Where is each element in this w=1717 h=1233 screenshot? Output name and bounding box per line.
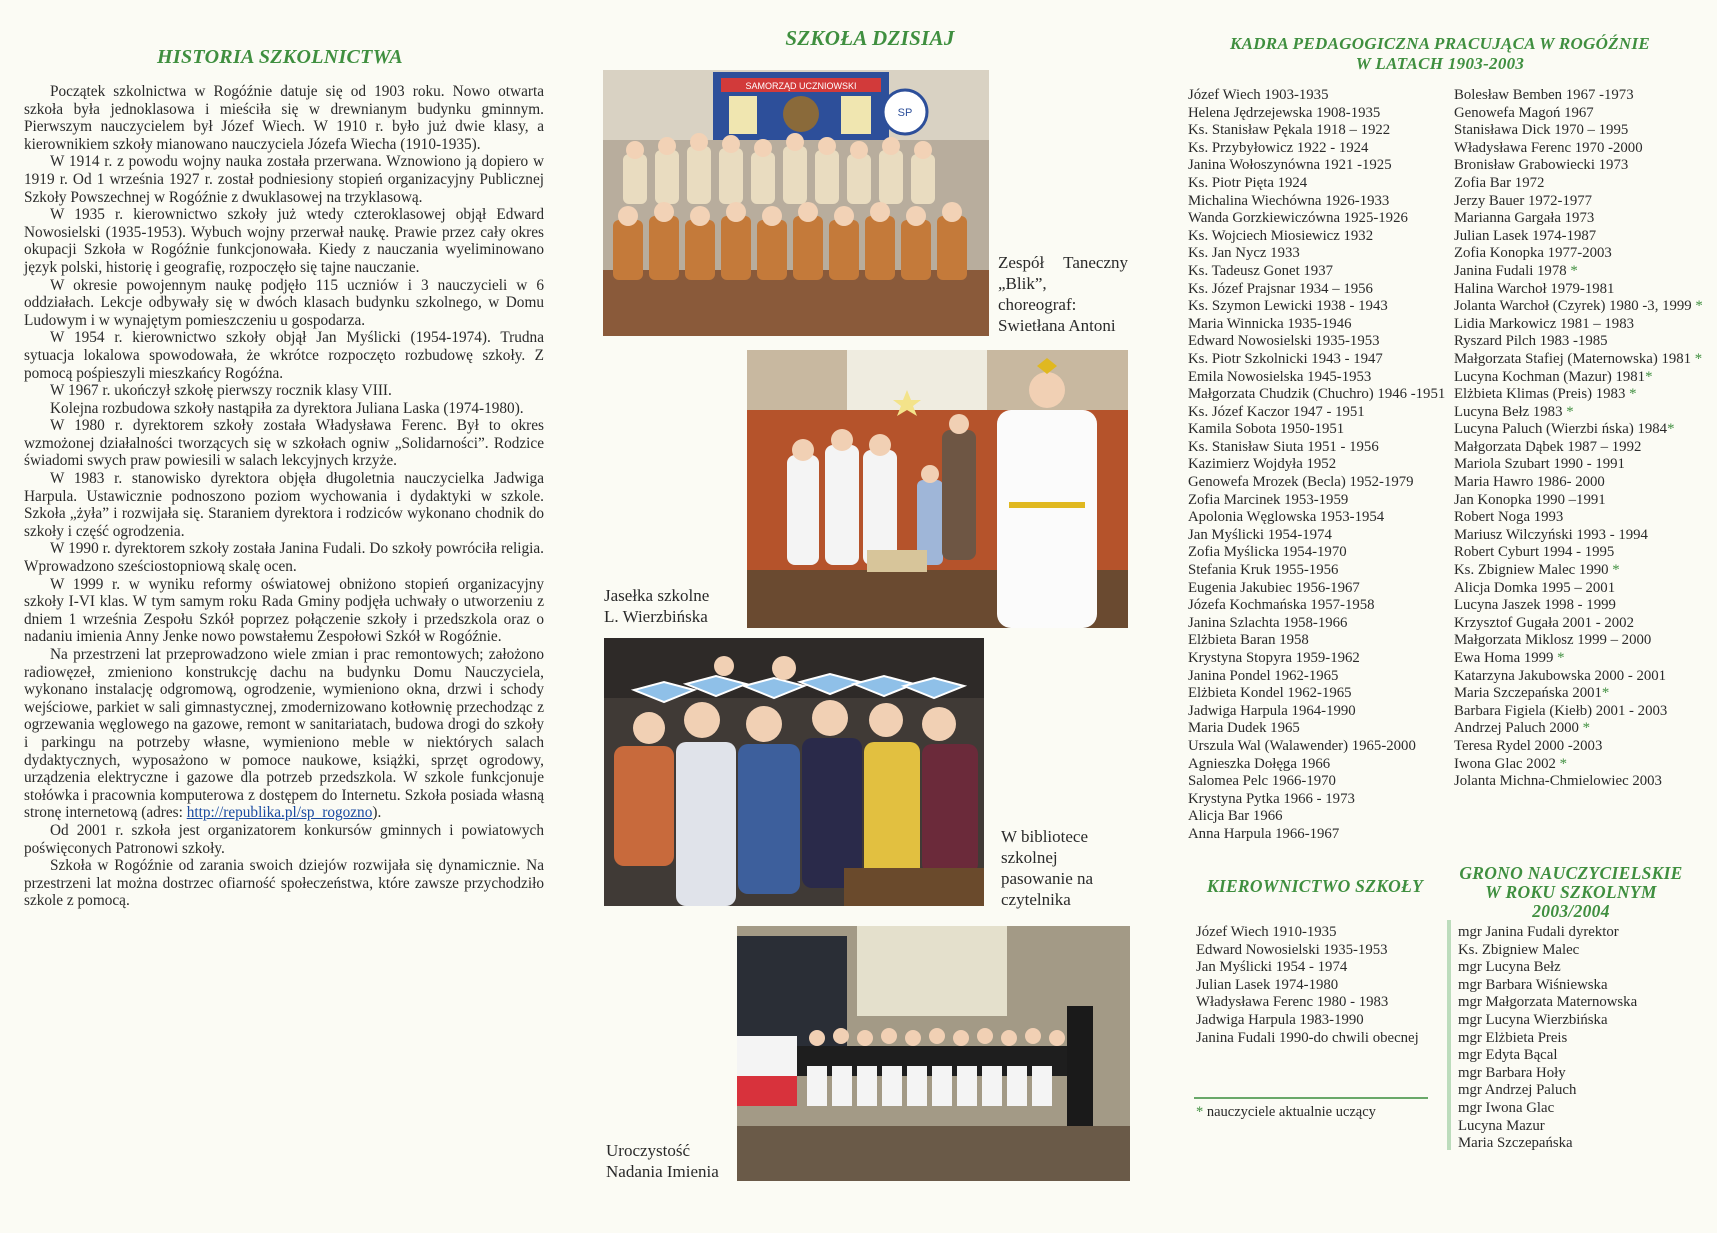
staff-entry: Bolesław Bemben 1967 -1973	[1454, 87, 1634, 103]
staff-entry: Kazimierz Wojdyła 1952	[1188, 456, 1337, 473]
staff-entry: Małgorzata Stafiej (Maternowska) 1981 *	[1454, 350, 1703, 367]
caption-line: W bibliotece	[1001, 827, 1089, 846]
staff-entry: Genowefa Magoń 1967	[1454, 104, 1594, 121]
staff-entry: Lucyna Jaszek 1998 - 1999	[1454, 597, 1616, 614]
history-paragraph: Kolejna rozbudowa szkoły nastąpiła za dyrektora Juliana Laska (1974-1980).	[50, 399, 524, 417]
caption-nativity	[604, 585, 744, 627]
staff-entry: Edward Nowosielski 1935-1953	[1188, 333, 1380, 350]
faculty-title-line: GRONO NAUCZYCIELSKIE	[1459, 863, 1683, 883]
history-paragraph: Początek szkolnictwa w Rogóźnie datuje się od 1903 roku. Nowo otwarta szkoła była jednoklasowa i mieściła się w drewnianym budynku gminnym. Pierwszym nauczycielem był Józef Wiech. W 1910 r. było już dwie klasy, a kierownikiem szkoły mianowano nauczyciela Józefa Wiecha (1910-1935).	[24, 83, 544, 153]
staff-entry: Apolonia Węglowska 1953-1954	[1188, 509, 1385, 526]
caption-line: Nadania Imienia	[606, 1162, 719, 1181]
staff-entry: Janina Pondel 1962-1965	[1188, 667, 1339, 684]
caption-dance-group	[998, 252, 1128, 336]
history-paragraph: Od 2001 r. szkoła jest organizatorem konkursów gminnych i powiatowych poświęconych Patronowi szkoły.	[24, 821, 544, 857]
staff-entry: Ks. Zbigniew Malec 1990 *	[1454, 562, 1620, 579]
faculty-title-line: 2003/2004	[1532, 901, 1610, 921]
history-paragraph: W 1914 r. z powodu wojny nauka została przerwana. Wznowiono ją dopiero w 1919 r. Od 1 września 1927 r. został podniesiony stopień organizacyjny Publicznej Szkoły Powszechnej w Rogóźnie z dwuklasowej na trzyklasową.	[24, 153, 544, 206]
staff-entry: Maria Szczepańska 2001*	[1454, 685, 1610, 702]
staff-entry: Helena Jędrzejewska 1908-1935	[1188, 104, 1381, 121]
today-title: SZKOŁA DZISIAJ	[785, 26, 955, 50]
faculty-entry: mgr Barbara Wiśniewska	[1458, 976, 1608, 993]
leadership-entry: Julian Lasek 1974-1980	[1196, 976, 1339, 993]
history-paragraph: W 1983 r. stanowisko dyrektora objęła długoletnia nauczycielka Jadwiga Harpula. Ustawicznie podnoszono poziom wychowania i dydaktyki w szkole. Szkoła „żyła” i rozwijała się. Staraniem dyrektora i rodziców wykonano chodnik do szkoły i część ogrodzenia.	[24, 470, 544, 540]
staff-entry: Elżbieta Kondel 1962-1965	[1188, 685, 1352, 702]
leadership-entry: Jadwiga Harpula 1983-1990	[1196, 1011, 1364, 1028]
staff-entry: Janina Fudali 1978 *	[1454, 262, 1578, 279]
history-paragraph: W 1954 r. kierownictwo szkoły objął Jan Myślicki (1954-1974). Trudna sytuacja lokalowa spowodowała, że wkrótce rozpoczęto rozbudowę szkoły. Z pomocą pośpieszyli mieszkańcy Rogóźna.	[24, 329, 544, 382]
leadership-list	[1196, 924, 1436, 1047]
staff-entry: Ks. Jan Nycz 1933	[1188, 245, 1300, 262]
staff-entry: Ks. Józef Prajsnar 1934 – 1956	[1188, 280, 1373, 297]
history-text	[24, 83, 544, 910]
caption-line: Swietłana Antoni	[998, 316, 1116, 335]
staff-entry: Lucyna Paluch (Wierzbi ńska) 1984*	[1454, 421, 1675, 438]
leadership-entry: Edward Nowosielski 1935-1953	[1196, 941, 1388, 958]
staff-entry: Stanisława Dick 1970 – 1995	[1454, 122, 1629, 139]
history-paragraph: Szkoła w Rogóźnie od zarania swoich dziejów rozwijała się dynamicznie. Na przestrzeni lat można dostrzec ofiarność społeczeństwa, które zawsze przychodziło szkole z pomocą.	[24, 857, 544, 910]
url-suffix: ).	[372, 804, 382, 822]
caption-line: czytelnika	[1001, 890, 1071, 909]
staff-entry: Jadwiga Harpula 1964-1990	[1188, 702, 1356, 719]
staff-entry: Jan Myślicki 1954-1974	[1188, 526, 1332, 543]
staff-entry: Zofia Marcinek 1953-1959	[1188, 491, 1349, 508]
staff-entry: Maria Hawro 1986- 2000	[1454, 474, 1605, 491]
faculty-entry: Maria Szczepańska	[1458, 1135, 1573, 1152]
staff-entry: Ks. Przybyłowicz 1922 - 1924	[1188, 139, 1369, 156]
staff-entry: Jerzy Bauer 1972-1977	[1454, 192, 1593, 209]
caption-line: Jasełka szkolne	[604, 586, 710, 605]
staff-entry: Genowefa Mrozek (Becla) 1952-1979	[1188, 474, 1414, 491]
faculty-entry: mgr Andrzej Paluch	[1458, 1082, 1577, 1099]
staff-entry: Eugenia Jakubiec 1956-1967	[1188, 579, 1360, 596]
staff-entry: Lidia Markowicz 1981 – 1983	[1454, 315, 1634, 332]
history-paragraph: W 1990 r. dyrektorem szkoły została Janina Fudali. Do szkoły powróciła religia. Wprowadzono sześciostopniową skalę ocen.	[24, 540, 544, 576]
leadership-entry: Jan Myślicki 1954 - 1974	[1196, 959, 1348, 976]
staff-title-line: W LATACH 1903-2003	[1355, 54, 1525, 73]
staff-entry: Robert Noga 1993	[1454, 509, 1564, 526]
faculty-title	[1446, 864, 1696, 921]
staff-entry: Ks. Tadeusz Gonet 1937	[1188, 262, 1333, 279]
staff-entry: Jan Konopka 1990 –1991	[1454, 491, 1606, 508]
leadership-entry: Janina Fudali 1990-do chwili obecnej	[1196, 1029, 1419, 1046]
staff-entry: Zofia Bar 1972	[1454, 174, 1545, 191]
staff-entry: Stefania Kruk 1955-1956	[1188, 562, 1339, 579]
naming-ceremony-image	[737, 926, 1130, 1181]
photo-sign-text: SAMORZĄD UCZNIOWSKI	[745, 81, 857, 91]
staff-entry: Ks. Stanisław Siuta 1951 - 1956	[1188, 438, 1379, 455]
staff-entry: Małgorzata Miklosz 1999 – 2000	[1454, 632, 1652, 649]
staff-entry: Ewa Homa 1999 *	[1454, 650, 1565, 666]
staff-entry: Lucyna Kochman (Mazur) 1981*	[1454, 368, 1653, 385]
history-paragraph: W okresie powojennym naukę podjęło 115 uczniów i 3 nauczycieli w 6 oddziałach. Lekcje odbywały się w dwóch klasach budynku szkolnego, w Domu Ludowym i w wynajętym pomieszczeniu u gospodarza.	[24, 276, 544, 329]
staff-entry: Ks. Piotr Pięta 1924	[1188, 174, 1308, 191]
faculty-entry: mgr Lucyna Wierzbińska	[1458, 1011, 1608, 1028]
staff-entry: Teresa Rydel 2000 -2003	[1454, 737, 1603, 754]
staff-entry: Iwona Glac 2002 *	[1454, 755, 1568, 772]
history-paragraph-website	[24, 646, 544, 822]
staff-entry: Ks. Szymon Lewicki 1938 - 1943	[1188, 298, 1388, 315]
staff-entry: Katarzyna Jakubowska 2000 - 2001	[1454, 667, 1667, 684]
divider	[1447, 920, 1451, 1150]
school-website-link[interactable]: http://republika.pl/sp_rogozno	[186, 804, 373, 822]
staff-entry: Salomea Pelc 1966-1970	[1188, 773, 1336, 790]
staff-entry: Alicja Domka 1995 – 2001	[1454, 579, 1616, 596]
staff-entry: Mariusz Wilczyński 1993 - 1994	[1454, 526, 1648, 543]
history-paragraph-text: Na przestrzeni lat przeprowadzono wiele zmian i prac remontowych; założono radiowęzeł, zmieniono konstrukcję dachu na budynku Domu Nauczyciela, wykonano instalację odgromową, ogrodzenie, wymieniono okna, drzwi i schody wejściowe, parkiet w sali gimnastycznej, zmodernizowano kotłownię przechodząc z ogrzewania węglowego na gazowe, remont w sanitariatach, budowa drogi do szkoły i parkingu na potrzeby własne, wymieniono meble w niektórych salach dydaktycznych, wyposażono w pomoce naukowe, książki, sprzęt ogrodowy, urządzenia elektryczne i gazowe dla potrzeb przedszkola. W szkole funkcjonuje stołówka i pracownia komputerowa z dostępem do Internetu. Szkoła posiada własną stronę internetową (adres:	[24, 646, 544, 822]
caption-line: „Blik”,	[998, 274, 1047, 293]
staff-entry: Anna Harpula 1966-1967	[1188, 825, 1340, 842]
faculty-entry: mgr Barbara Hoły	[1458, 1064, 1566, 1081]
staff-entry: Elżbieta Klimas (Preis) 1983 *	[1454, 386, 1637, 403]
staff-entry: Janina Wołoszynówna 1921 -1925	[1188, 157, 1392, 174]
staff-entry: Emila Nowosielska 1945-1953	[1188, 368, 1372, 385]
staff-entry: Elżbieta Baran 1958	[1188, 632, 1309, 649]
staff-entry: Ks. Piotr Szkolnicki 1943 - 1947	[1188, 350, 1383, 367]
staff-entry: Alicja Bar 1966	[1188, 808, 1283, 825]
faculty-entry: Lucyna Mazur	[1458, 1117, 1545, 1134]
faculty-entry: mgr Iwona Glac	[1458, 1099, 1555, 1116]
caption-line: L. Wierzbińska	[604, 607, 708, 626]
divider	[1194, 1097, 1428, 1099]
staff-entry: Maria Winnicka 1935-1946	[1188, 315, 1352, 332]
current-teacher-marker: *	[1570, 262, 1578, 279]
current-teacher-marker: *	[1612, 562, 1620, 579]
current-teacher-marker: *	[1582, 720, 1591, 737]
staff-entry: Janina Szlachta 1958-1966	[1188, 614, 1348, 631]
current-teacher-marker: *	[1557, 650, 1565, 666]
staff-entry: Maria Dudek 1965	[1188, 720, 1300, 737]
staff-entry: Józefa Kochmańska 1957-1958	[1188, 597, 1375, 614]
staff-entry: Michalina Wiechówna 1926-1933	[1188, 192, 1390, 209]
staff-entry: Zofia Konopka 1977-2003	[1454, 245, 1612, 262]
staff-entry: Małgorzata Dąbek 1987 – 1992	[1454, 438, 1642, 455]
staff-entry: Lucyna Bełz 1983 *	[1454, 403, 1574, 420]
history-title: HISTORIA SZKOLNICTWA	[157, 46, 403, 68]
staff-entry: Halina Warchoł 1979-1981	[1454, 280, 1615, 297]
staff-entry: Józef Wiech 1903-1935	[1188, 87, 1329, 103]
current-teacher-marker: *	[1667, 421, 1675, 438]
current-teacher-marker: *	[1601, 685, 1610, 702]
leadership-entry: Józef Wiech 1910-1935	[1196, 924, 1337, 940]
staff-entry: Ryszard Pilch 1983 -1985	[1454, 333, 1608, 350]
current-teacher-marker: *	[1629, 386, 1637, 403]
staff-entry: Kamila Sobota 1950-1951	[1188, 421, 1345, 438]
photo-naming-ceremony	[737, 926, 1130, 1181]
faculty-entry: mgr Edyta Bącal	[1458, 1047, 1558, 1064]
history-paragraph: W 1935 r. kierownictwo szkoły już wtedy czteroklasowej objął Edward Nowosielski (1935-1953). Wybuch wojny przerwał naukę. Prawie przez cały okres okupacji Szkoła w Rogóźnie funkcjonowała. Kiedy z nauczania wyeliminowano język polski, historię i geografię, rozpoczęło się tajne nauczanie.	[24, 206, 544, 276]
staff-entry: Jolanta Michna-Chmielowiec 2003	[1454, 773, 1662, 790]
photo-library-ceremony	[604, 638, 984, 906]
staff-entry: Małgorzata Chudzik (Chuchro) 1946 -1951	[1188, 386, 1446, 403]
staff-entry: Mariola Szubart 1990 - 1991	[1454, 456, 1625, 473]
faculty-list	[1458, 924, 1698, 1153]
footnote	[1196, 1104, 1376, 1121]
history-paragraph: W 1967 r. ukończył szkołę pierwszy rocznik klasy VIII.	[50, 382, 392, 400]
caption-line: pasowanie na	[1001, 869, 1094, 888]
current-teacher-marker: *	[1695, 298, 1703, 315]
staff-entry: Krystyna Pytka 1966 - 1973	[1188, 790, 1355, 807]
staff-entry: Jolanta Warchoł (Czyrek) 1980 -3, 1999 *	[1454, 298, 1703, 315]
staff-list-1903-1967	[1188, 87, 1450, 844]
history-paragraph: W 1980 r. dyrektorem szkoły została Władysława Ferenc. Był to okres wzmożonej działalności tworzących się w szkołach ogniw „Solidarności”. Rodzice świadomi swych praw powiesili w salach lekcyjnych krzyże.	[24, 417, 544, 470]
current-teacher-marker: *	[1566, 403, 1574, 420]
history-paragraph: W 1999 r. w wyniku reformy oświatowej obniżono stopień organizacyjny szkoły I-VI klas. W tym samym roku Rada Gminy podjęła uchwały o utworzeniu z dniem 1 września Zespołu Szkół poprzez połączenie szkoły i przedszkola oraz o nadaniu imienia Anny Jenke nowo powstałemu Zespołowi Szkół w Rogóźnie.	[24, 575, 544, 646]
caption-line: szkolnej	[1001, 848, 1058, 867]
staff-entry: Bronisław Grabowiecki 1973	[1454, 157, 1629, 174]
photo-dance-group	[603, 70, 989, 336]
staff-entry: Julian Lasek 1974-1987	[1454, 227, 1597, 244]
nativity-image	[747, 350, 1128, 628]
library-image	[604, 638, 984, 906]
current-teacher-marker: *	[1694, 350, 1703, 367]
staff-entry: Agnieszka Dołęga 1966	[1188, 755, 1331, 772]
faculty-title-line: W ROKU SZKOLNYM	[1485, 882, 1657, 902]
caption-line: Zespół Taneczny	[998, 253, 1128, 272]
staff-entry: Urszula Wal (Walawender) 1965-2000	[1188, 737, 1416, 754]
staff-title-line: KADRA PEDAGOGICZNA PRACUJĄCA W ROGÓŹNIE	[1229, 34, 1651, 53]
staff-list-1967-2003	[1454, 87, 1716, 791]
current-teacher-marker: *	[1559, 755, 1568, 772]
leadership-entry: Władysława Ferenc 1980 - 1983	[1196, 994, 1389, 1011]
caption-line: Uroczystość	[606, 1141, 691, 1160]
staff-entry: Krzysztof Gugała 2001 - 2002	[1454, 614, 1634, 631]
staff-entry: Krystyna Stopyra 1959-1962	[1188, 650, 1360, 666]
faculty-entry: mgr Janina Fudali dyrektor	[1458, 924, 1619, 940]
staff-entry: Robert Cyburt 1994 - 1995	[1454, 544, 1615, 561]
caption-library	[1001, 826, 1141, 910]
leadership-title: KIEROWNICTWO SZKOŁY	[1206, 876, 1424, 896]
current-teacher-marker: *	[1645, 368, 1653, 385]
staff-entry: Marianna Gargała 1973	[1454, 210, 1595, 227]
caption-naming	[606, 1140, 736, 1182]
faculty-entry: Ks. Zbigniew Malec	[1458, 941, 1580, 958]
staff-entry: Barbara Figiela (Kiełb) 2001 - 2003	[1454, 702, 1668, 719]
staff-entry: Wanda Gorzkiewiczówna 1925-1926	[1188, 210, 1408, 227]
faculty-entry: mgr Lucyna Bełz	[1458, 959, 1561, 976]
staff-entry: Ks. Józef Kaczor 1947 - 1951	[1188, 403, 1365, 420]
badge-text: SP	[897, 107, 913, 119]
photo-nativity-play	[747, 350, 1128, 628]
staff-entry: Ks. Stanisław Pękala 1918 – 1922	[1188, 122, 1391, 139]
staff-entry: Andrzej Paluch 2000 *	[1454, 720, 1591, 737]
staff-entry: Ks. Wojciech Miosiewicz 1932	[1188, 227, 1374, 244]
staff-entry: Władysława Ferenc 1970 -2000	[1454, 139, 1643, 156]
faculty-entry: mgr Elżbieta Preis	[1458, 1029, 1568, 1046]
asterisk-symbol: *	[1196, 1104, 1204, 1120]
footnote-text: nauczyciele aktualnie uczący	[1203, 1104, 1376, 1120]
staff-title	[1190, 34, 1690, 74]
dance-group-image	[603, 70, 989, 336]
caption-line: choreograf:	[998, 295, 1077, 314]
staff-entry: Zofia Myślicka 1954-1970	[1188, 544, 1347, 561]
faculty-entry: mgr Małgorzata Maternowska	[1458, 994, 1638, 1011]
